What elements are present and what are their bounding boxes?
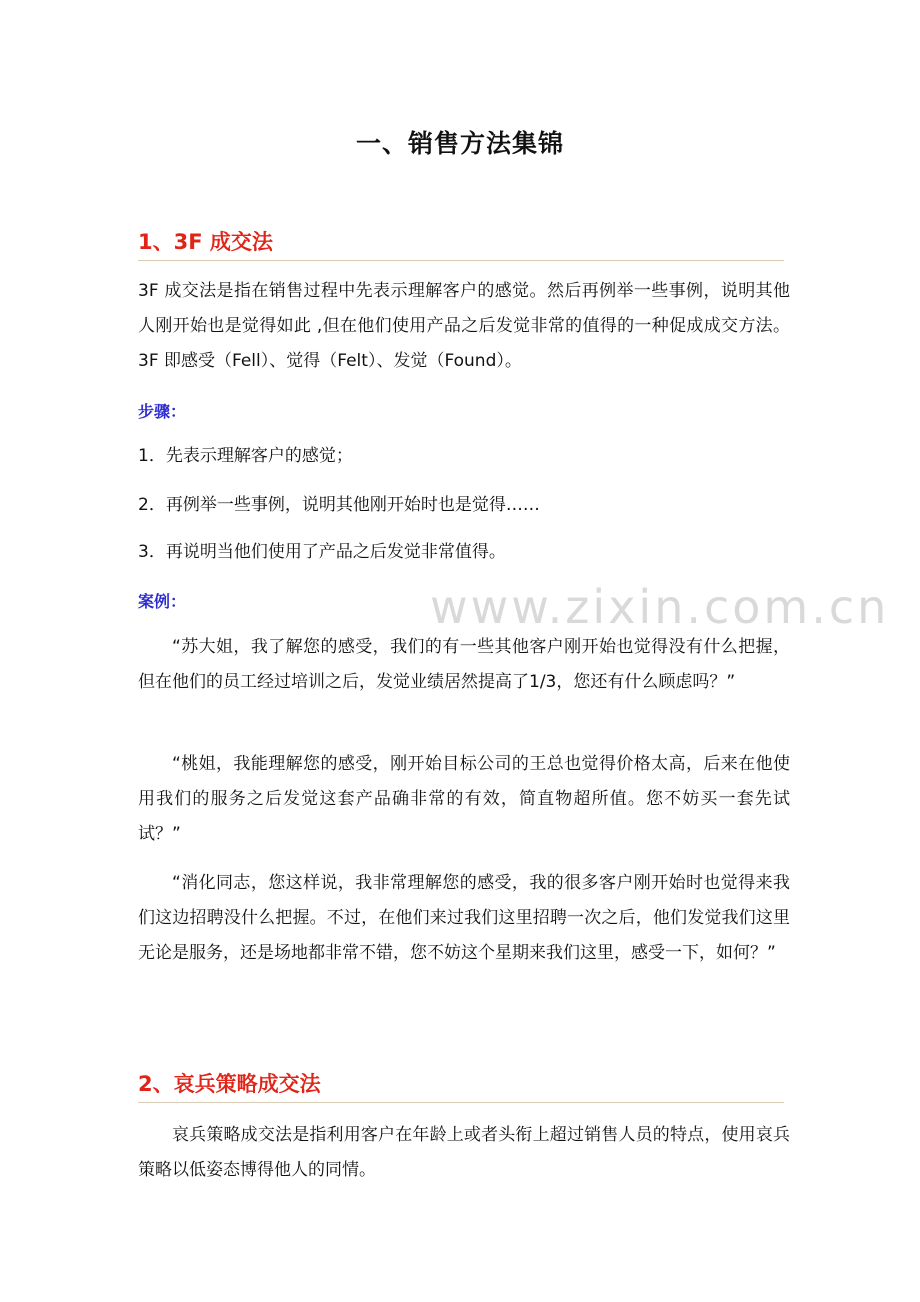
step-item-2: 2．再例举一些事例，说明其他刚开始时也是觉得…… (138, 495, 540, 515)
section-heading-aibing: 2、哀兵策略成交法 (138, 1068, 784, 1103)
steps-label: 步骤： (138, 402, 187, 421)
page-title: 一、销售方法集锦 (355, 129, 564, 158)
section-intro-3f: 3F 成交法是指在销售过程中先表示理解客户的感觉。然后再例举一些事例，说明其他人刚开始也是觉得如此 ,但在他们使用产品之后发觉非常的值得的一种促成成交方法。3F 即感受（Fell）、觉得（Felt）、发觉（Found）。 (138, 281, 790, 371)
case-paragraph-3: “消化同志，您这样说，我非常理解您的感受，我的很多客户刚开始时也觉得来我们这边招聘没什么把握。不过，在他们来过我们这里招聘一次之后，他们发觉我们这里无论是服务，还是场地都非常不错，您不妨这个星期来我们这里，感受一下，如何？” (138, 873, 790, 963)
section-heading-3f: 1、3F 成交法 (138, 226, 784, 261)
watermark: www.zixin.com.cn (430, 580, 890, 634)
step-item-3: 3．再说明当他们使用了产品之后发觉非常值得。 (138, 542, 506, 562)
case-paragraph-1: “苏大姐，我了解您的感受，我们的有一些其他客户刚开始也觉得没有什么把握，但在他们的员工经过培训之后，发觉业绩居然提高了1/3，您还有什么顾虑吗？” (138, 637, 790, 692)
case-paragraph-2: “桃姐，我能理解您的感受，刚开始目标公司的王总也觉得价格太高，后来在他使用我们的服务之后发觉这套产品确非常的有效，简直物超所值。您不妨买一套先试试？” (138, 754, 790, 844)
step-item-1: 1．先表示理解客户的感觉； (138, 446, 353, 466)
cases-label: 案例： (138, 592, 187, 611)
section-intro-aibing: 哀兵策略成交法是指利用客户在年龄上或者头衔上超过销售人员的特点，使用哀兵策略以低姿态博得他人的同情。 (138, 1125, 790, 1180)
